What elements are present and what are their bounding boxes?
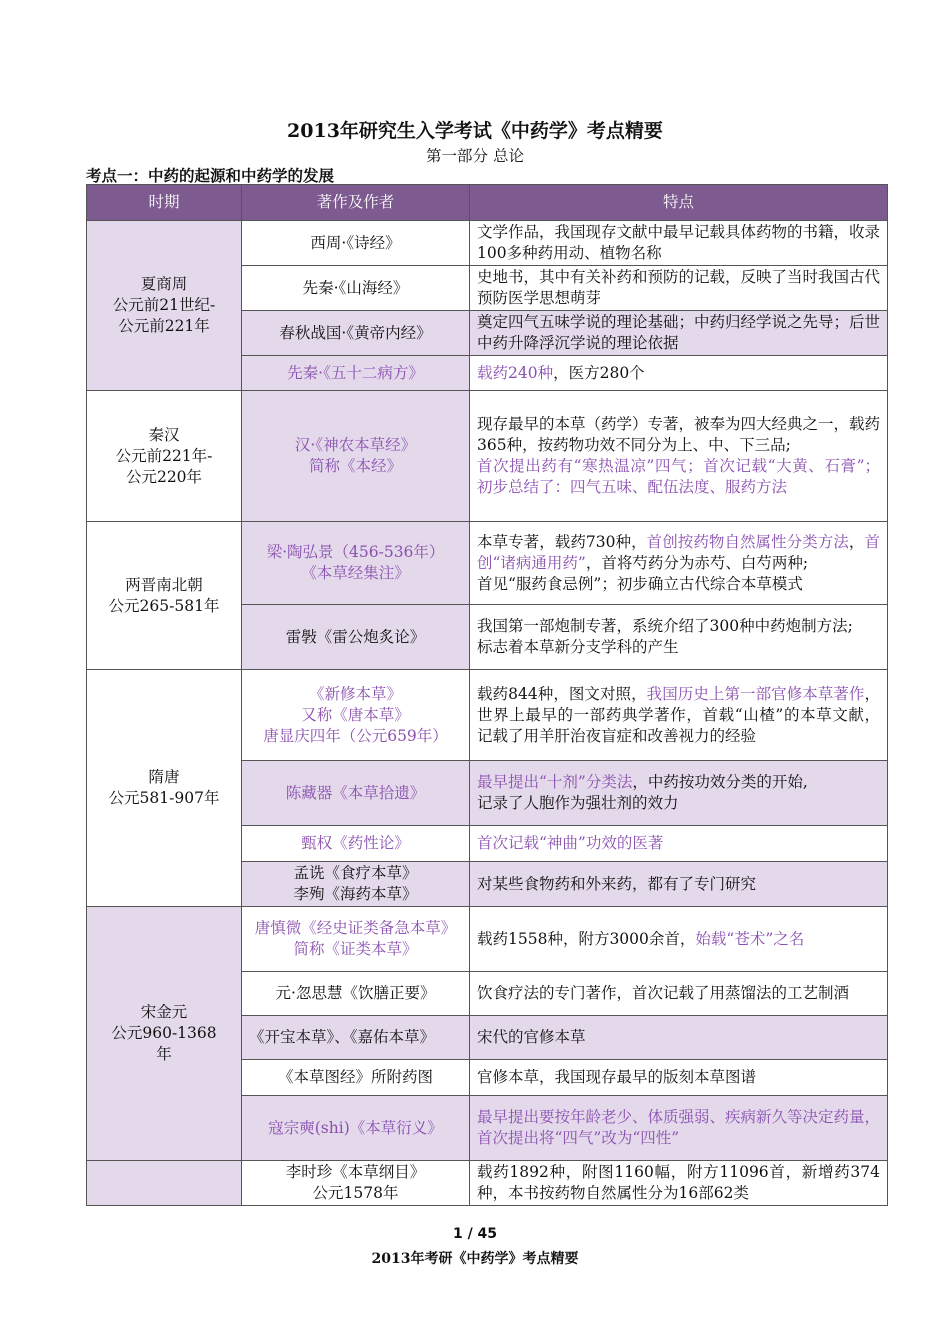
feature-text: 记录了人胞作为强壮剂的效力	[477, 794, 679, 812]
period-cell-qin	[87, 391, 242, 522]
feature-text: ，	[848, 532, 865, 551]
feature-text: 我国第一部炮制专著，系统介绍了300种中药炮制方法;	[477, 617, 853, 635]
period-name: 两晋南北朝	[125, 575, 203, 594]
work-text: 梁·陶弘景（456-536年）	[266, 543, 445, 561]
part-subtitle: 第一部分 总论	[426, 147, 524, 165]
feature-text: 载药1558种，附方3000余首，	[477, 929, 696, 948]
work-text: 先秦·《五十二病方》	[287, 363, 424, 382]
section-heading: 考点一：中药的起源和中药学的发展	[86, 166, 335, 185]
header-works: 著作及作者	[242, 185, 470, 221]
work-cell	[242, 862, 470, 907]
work-text: 简称《证类本草》	[293, 940, 418, 958]
feature-cell	[470, 266, 888, 311]
period-range: 公元前21世纪-	[112, 296, 216, 314]
feature-cell	[470, 826, 888, 862]
work-text: 甄权《药性论》	[301, 834, 410, 852]
feature-cell	[470, 1096, 888, 1161]
work-cell	[242, 1161, 470, 1206]
feature-text: 宋代的官修本草	[477, 1028, 586, 1046]
feature-text: ，中药按功效分类的开始,	[632, 773, 808, 791]
work-text: 《新修本草》	[308, 684, 402, 703]
work-cell	[242, 826, 470, 862]
period-name: 隋唐	[148, 768, 180, 786]
work-cell	[242, 907, 470, 972]
feature-text: 载药1892种，附图1160幅，附方11096首，新增药374种，本书按药物自然属性分为16部62类	[477, 1163, 880, 1202]
period-name: 宋金元	[140, 1003, 188, 1021]
feature-text: 饮食疗法的专门著作，首次记载了用蒸馏法的工艺制酒	[477, 984, 850, 1002]
work-text: 孟诜《食疗本草》	[293, 864, 418, 882]
feature-cell	[470, 522, 888, 605]
feature-highlight: 首创“诸病通用药”	[477, 532, 880, 572]
table-row	[87, 907, 888, 972]
work-text: 陈藏器《本草拾遗》	[285, 783, 426, 802]
work-text: 李时珍《本草纲目》	[285, 1163, 426, 1181]
work-cell	[242, 1096, 470, 1161]
work-text: 寇宗奭(shi)《本草衍义》	[268, 1118, 443, 1137]
period-range: 公元前221年-	[115, 446, 213, 465]
feature-cell	[470, 221, 888, 266]
feature-highlight: 首创按药物自然属性分类方法	[646, 532, 849, 551]
period-cell-jin	[87, 522, 242, 670]
feature-text: 首见“服药食忌例”；初步确立古代综合本草模式	[477, 574, 803, 593]
table-row	[87, 221, 888, 266]
header-features: 特点	[470, 185, 888, 221]
table-row	[87, 670, 888, 761]
work-text: 雷斅《雷公炮炙论》	[285, 627, 426, 646]
work-cell	[242, 972, 470, 1016]
period-cell-xia	[87, 221, 242, 391]
table-row	[87, 522, 888, 605]
feature-cell	[470, 356, 888, 391]
work-text: 《本草经集注》	[301, 564, 410, 582]
feature-text: 载药844种，图文对照，	[477, 684, 647, 703]
work-text: 简称《本经》	[308, 457, 402, 475]
feature-cell	[470, 761, 888, 826]
work-text: 春秋战国·《黄帝内经》	[279, 323, 432, 342]
feature-cell	[470, 862, 888, 907]
feature-highlight: 载药240种	[477, 363, 554, 382]
history-table	[86, 184, 888, 1206]
feature-highlight: 最早提出要按年龄老少、体质强弱、疾病新久等决定药量，首次提出将“四气”改为“四性”	[477, 1108, 881, 1147]
work-text: 《本草图经》所附药图	[277, 1068, 433, 1086]
feature-cell	[470, 670, 888, 761]
work-cell	[242, 311, 470, 356]
feature-text: 官修本草，我国现存最早的版刻本草图谱	[477, 1068, 757, 1086]
work-cell	[242, 522, 470, 605]
work-text: 李殉《海药本草》	[293, 885, 418, 903]
work-text: 西周·《诗经》	[310, 233, 401, 252]
feature-cell	[470, 1016, 888, 1060]
period-range: 公元前221年	[118, 317, 210, 335]
period-name: 夏商周	[140, 275, 188, 293]
period-cell-ming	[87, 1161, 242, 1206]
footer-title: 2013年考研《中药学》考点精要	[371, 1251, 579, 1267]
work-cell	[242, 605, 470, 670]
feature-text: ，世界上最早的一部药典学著作，首载“山楂”的本草文献，记载了用羊肝治夜盲症和改善视力的经验	[477, 684, 880, 745]
feature-text: ，首将芍药分为赤芍、白芍两种;	[585, 553, 809, 572]
work-cell	[242, 761, 470, 826]
feature-highlight: 始载“苍术”之名	[695, 929, 805, 948]
feature-cell	[470, 311, 888, 356]
table-header-row	[87, 185, 888, 221]
feature-text: ，医方280个	[553, 363, 645, 382]
work-text: 元·忽思慧《饮膳正要》	[275, 984, 436, 1002]
period-range: 公元220年	[125, 467, 203, 486]
feature-cell	[470, 1060, 888, 1096]
feature-highlight: 首次提出药有“寒热温凉”四气；首次记载“大黄、石膏”；初步总结了：四气五味、配伍法度、服药方法	[477, 457, 880, 496]
feature-highlight: 最早提出“十剂”分类法	[477, 773, 633, 791]
feature-text: 现存最早的本草（药学）专著，被奉为四大经典之一，载药365种，按药物功效不同分为上、中、下三品;	[477, 415, 881, 454]
feature-cell	[470, 391, 888, 522]
work-cell	[242, 1016, 470, 1060]
work-cell	[242, 356, 470, 391]
period-name: 秦汉	[148, 425, 180, 444]
document-title: 2013年研究生入学考试《中药学》考点精要	[287, 120, 663, 142]
period-cell-sui	[87, 670, 242, 907]
period-cell-song	[87, 907, 242, 1161]
feature-highlight: 首次记载“神曲”功效的医著	[477, 834, 664, 852]
work-text: 公元1578年	[312, 1184, 399, 1202]
feature-cell	[470, 605, 888, 670]
feature-text: 对某些食物药和外来药，都有了专门研究	[477, 874, 757, 893]
period-range: 公元265-581年	[108, 596, 220, 615]
work-text: 《开宝本草》、《嘉佑本草》	[249, 1028, 436, 1046]
feature-cell	[470, 1161, 888, 1206]
work-text: 汉·《神农本草经》	[294, 436, 417, 454]
work-cell	[242, 1060, 470, 1096]
work-cell	[242, 391, 470, 522]
work-text: 唐慎微《经史证类备急本草》	[254, 919, 457, 937]
period-range: 公元581-907年	[108, 789, 220, 807]
feature-text: 本草专著，载药730种，	[477, 532, 647, 551]
work-text: 先秦·《山海经》	[302, 278, 409, 297]
work-text: 又称《唐本草》	[301, 705, 410, 724]
table-row	[87, 391, 888, 522]
feature-text: 文学作品，我国现存文献中最早记载具体药物的书籍，收录100多种药用动、植物名称	[477, 223, 881, 262]
header-period: 时期	[87, 185, 242, 221]
feature-text: 史地书，其中有关补药和预防的记载，反映了当时我国古代预防医学思想萌芽	[477, 268, 881, 307]
period-range: 年	[156, 1045, 172, 1063]
work-cell	[242, 221, 470, 266]
feature-highlight: 我国历史上第一部官修本草著作	[646, 684, 865, 703]
work-text: 唐显庆四年（公元659年）	[263, 726, 448, 745]
feature-text: 标志着本草新分支学科的产生	[477, 638, 679, 656]
feature-cell	[470, 907, 888, 972]
work-cell	[242, 266, 470, 311]
feature-text: 奠定四气五味学说的理论基础；中药归经学说之先导；后世中药升降浮沉学说的理论依据	[477, 313, 881, 352]
table-row	[87, 1161, 888, 1206]
page-number: 1 / 45	[452, 1226, 498, 1242]
period-range: 公元960-1368	[111, 1024, 217, 1042]
feature-cell	[470, 972, 888, 1016]
work-cell	[242, 670, 470, 761]
